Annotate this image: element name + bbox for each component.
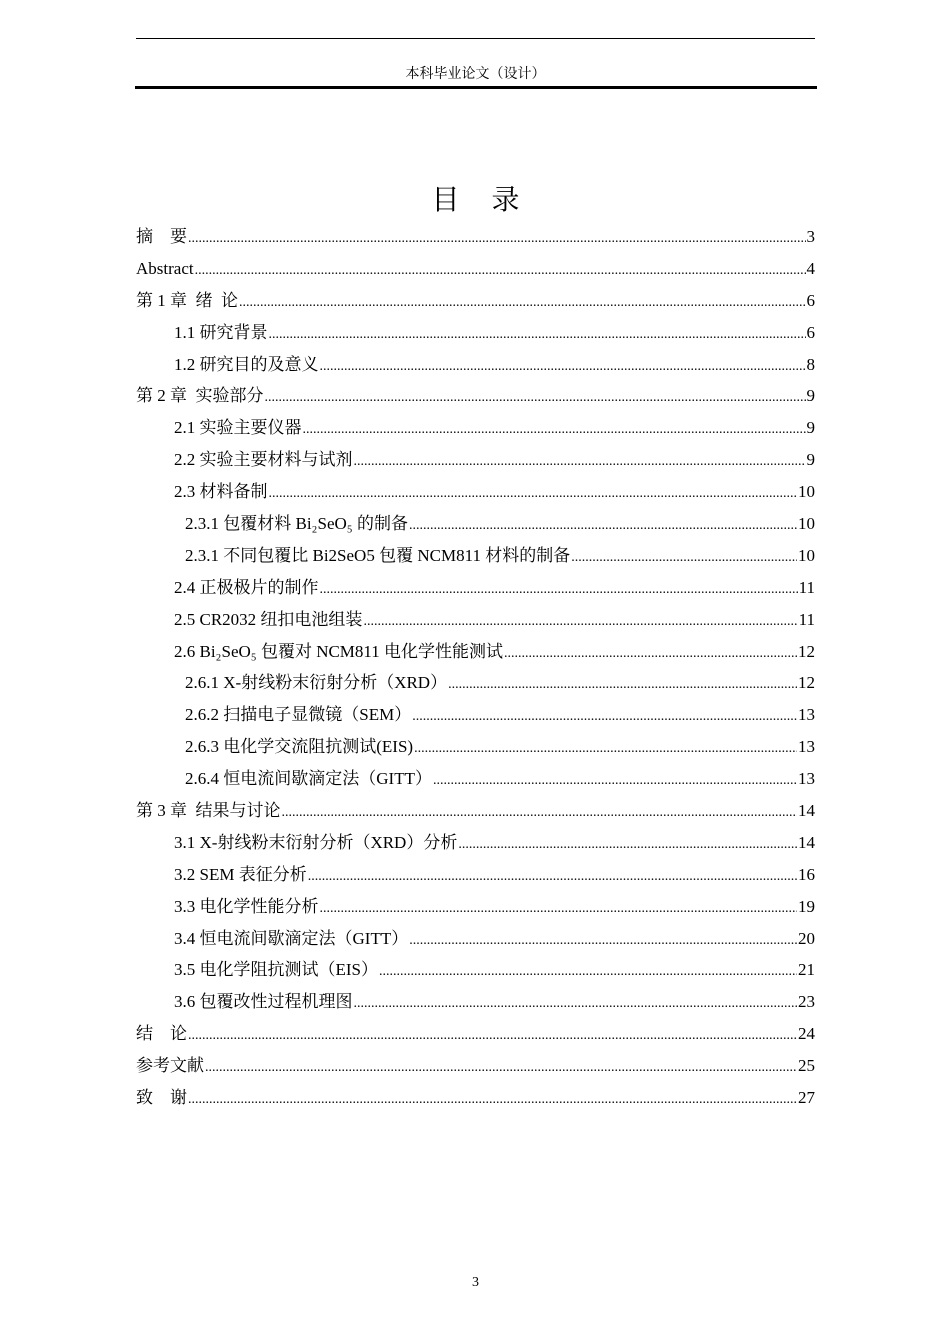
- page-number: 3: [472, 1275, 479, 1290]
- toc-dot-leader: [308, 866, 797, 888]
- toc-entry-page: 13: [798, 705, 815, 725]
- toc-dot-leader: [412, 706, 797, 728]
- toc-entry-page: 11: [798, 609, 815, 629]
- toc-entry-page: 20: [798, 928, 815, 948]
- toc-entry-abstract-en[interactable]: [136, 258, 815, 290]
- toc-entry-3-5[interactable]: [136, 959, 815, 991]
- toc-dot-leader: [458, 834, 797, 856]
- toc-entry-page: 27: [798, 1088, 815, 1108]
- toc-dot-leader: [409, 930, 797, 952]
- toc-dot-leader: [363, 611, 797, 633]
- toc-entry-label: 3.5 电化学阻抗测试（EIS）: [174, 960, 378, 980]
- toc-dot-leader: [409, 515, 797, 537]
- toc-dot-leader: [414, 738, 797, 760]
- toc-title: 目录: [431, 183, 552, 216]
- toc-entry-3-6[interactable]: [136, 991, 815, 1023]
- toc-dot-leader: [320, 356, 806, 378]
- toc-entry-2-1[interactable]: [136, 417, 815, 449]
- toc-entry-chapter-2[interactable]: [136, 385, 815, 417]
- header-rule-top: [136, 38, 815, 39]
- toc-entry-page: 3: [806, 227, 815, 246]
- toc-dot-leader: [354, 993, 798, 1015]
- toc-entry-acknowledgements[interactable]: [136, 1087, 815, 1119]
- table-of-contents: [136, 226, 815, 1119]
- toc-entry-2-4[interactable]: [136, 577, 815, 609]
- toc-entry-page: 25: [798, 1056, 815, 1076]
- toc-dot-leader: [239, 292, 806, 314]
- toc-entry-label: 1.1 研究背景: [174, 322, 268, 342]
- running-header: 本科毕业论文（设计）: [405, 67, 546, 82]
- toc-entry-label: 2.1 实验主要仪器: [174, 418, 302, 438]
- toc-entry-2-6-3[interactable]: [136, 736, 815, 768]
- toc-dot-leader: [504, 643, 797, 665]
- toc-entry-chapter-3[interactable]: [136, 800, 815, 832]
- toc-entry-page: 9: [806, 386, 815, 406]
- toc-entry-page: 12: [798, 673, 815, 693]
- header-rule-bottom: [135, 86, 817, 89]
- toc-dot-leader: [265, 387, 806, 409]
- toc-entry-page: 19: [798, 896, 815, 916]
- toc-dot-leader: [433, 770, 797, 792]
- toc-entry-page: 23: [798, 992, 815, 1012]
- toc-entry-2-3-1-b[interactable]: [136, 545, 815, 577]
- toc-entry-page: 21: [798, 960, 815, 980]
- toc-entry-label: Abstract: [136, 258, 194, 278]
- toc-entry-page: 6: [806, 290, 815, 310]
- toc-entry-page: 16: [798, 864, 815, 884]
- toc-entry-page: 9: [806, 450, 815, 470]
- toc-entry-label: 2.3.1 包覆材料 Bi₂SeO₅ 的制备: [185, 514, 408, 534]
- toc-entry-3-4[interactable]: [136, 928, 815, 960]
- toc-entry-label: 2.5 CR2032 纽扣电池组装: [174, 609, 363, 629]
- toc-dot-leader: [269, 324, 806, 346]
- toc-entry-label: 2.3 材料备制: [174, 482, 268, 502]
- toc-entry-page: 8: [806, 354, 815, 374]
- toc-entry-page: 9: [806, 418, 815, 438]
- toc-entry-label: 参考文献: [136, 1056, 204, 1076]
- toc-entry-1-1[interactable]: [136, 322, 815, 354]
- toc-entry-abstract-cn[interactable]: [136, 226, 815, 258]
- toc-entry-page: 4: [806, 258, 815, 278]
- toc-dot-leader: [320, 579, 798, 601]
- toc-entry-2-3-1-a[interactable]: [136, 513, 815, 545]
- toc-entry-2-6-1[interactable]: [136, 672, 815, 704]
- toc-entry-3-2[interactable]: [136, 864, 815, 896]
- toc-entry-3-3[interactable]: [136, 896, 815, 928]
- toc-entry-2-3[interactable]: [136, 481, 815, 513]
- toc-entry-label: 3.4 恒电流间歇滴定法（GITT）: [174, 928, 409, 948]
- toc-entry-2-5[interactable]: [136, 609, 815, 641]
- toc-entry-page: 11: [798, 577, 815, 597]
- toc-entry-2-6-2[interactable]: [136, 704, 815, 736]
- toc-entry-page: 10: [798, 482, 815, 502]
- toc-entry-2-2[interactable]: [136, 449, 815, 481]
- toc-entry-label: 摘 要: [136, 227, 187, 246]
- toc-entry-label: 第 1 章 绪 论: [136, 290, 238, 310]
- toc-entry-page: 14: [798, 801, 815, 821]
- toc-entry-label: 2.6.3 电化学交流阻抗测试(EIS): [185, 737, 414, 757]
- toc-entry-page: 12: [798, 641, 815, 661]
- toc-dot-leader: [303, 419, 806, 441]
- toc-entry-label: 3.6 包覆改性过程机理图: [174, 992, 353, 1012]
- toc-entry-page: 6: [806, 322, 815, 342]
- toc-entry-label: 3.2 SEM 表征分析: [174, 864, 307, 884]
- toc-dot-leader: [195, 260, 806, 282]
- toc-dot-leader: [188, 1025, 797, 1047]
- toc-entry-label: 致 谢: [136, 1088, 187, 1108]
- toc-entry-2-6[interactable]: [136, 641, 815, 673]
- toc-entry-label: 2.4 正极极片的制作: [174, 577, 319, 597]
- toc-entry-label: 3.3 电化学性能分析: [174, 896, 319, 916]
- toc-entry-1-2[interactable]: [136, 354, 815, 386]
- toc-entry-page: 14: [798, 832, 815, 852]
- toc-entry-label: 1.2 研究目的及意义: [174, 354, 319, 374]
- toc-dot-leader: [188, 228, 806, 250]
- toc-dot-leader: [188, 1089, 797, 1111]
- toc-entry-label: 第 3 章 结果与讨论: [136, 801, 281, 821]
- toc-entry-2-6-4[interactable]: [136, 768, 815, 800]
- toc-entry-label: 2.6.1 X-射线粉末衍射分析（XRD）: [185, 673, 448, 693]
- toc-dot-leader: [269, 483, 798, 505]
- toc-dot-leader: [320, 898, 798, 920]
- toc-dot-leader: [379, 961, 797, 983]
- toc-dot-leader: [571, 547, 797, 569]
- toc-entry-page: 13: [798, 737, 815, 757]
- toc-entry-references[interactable]: [136, 1055, 815, 1087]
- toc-entry-label: 2.3.1 不同包覆比 Bi2SeO5 包覆 NCM811 材料的制备: [185, 545, 571, 565]
- toc-entry-page: 10: [798, 514, 815, 534]
- toc-entry-label: 2.6.4 恒电流间歇滴定法（GITT）: [185, 769, 432, 789]
- toc-dot-leader: [354, 451, 806, 473]
- toc-entry-page: 10: [798, 545, 815, 565]
- toc-entry-label: 2.2 实验主要材料与试剂: [174, 450, 353, 470]
- toc-entry-page: 13: [798, 769, 815, 789]
- toc-dot-leader: [448, 674, 797, 696]
- toc-entry-label: 3.1 X-射线粉末衍射分析（XRD）分析: [174, 832, 458, 852]
- toc-entry-label: 结 论: [136, 1024, 187, 1044]
- toc-entry-page: 24: [798, 1024, 815, 1044]
- toc-entry-label: 2.6 Bi₂SeO₅ 包覆对 NCM811 电化学性能测试: [174, 641, 504, 661]
- toc-dot-leader: [205, 1057, 797, 1079]
- toc-entry-chapter-1[interactable]: [136, 290, 815, 322]
- toc-entry-label: 2.6.2 扫描电子显微镜（SEM）: [185, 705, 412, 725]
- toc-entry-conclusion[interactable]: [136, 1023, 815, 1055]
- toc-entry-label: 第 2 章 实验部分: [136, 386, 264, 406]
- toc-entry-3-1[interactable]: [136, 832, 815, 864]
- toc-dot-leader: [282, 802, 798, 824]
